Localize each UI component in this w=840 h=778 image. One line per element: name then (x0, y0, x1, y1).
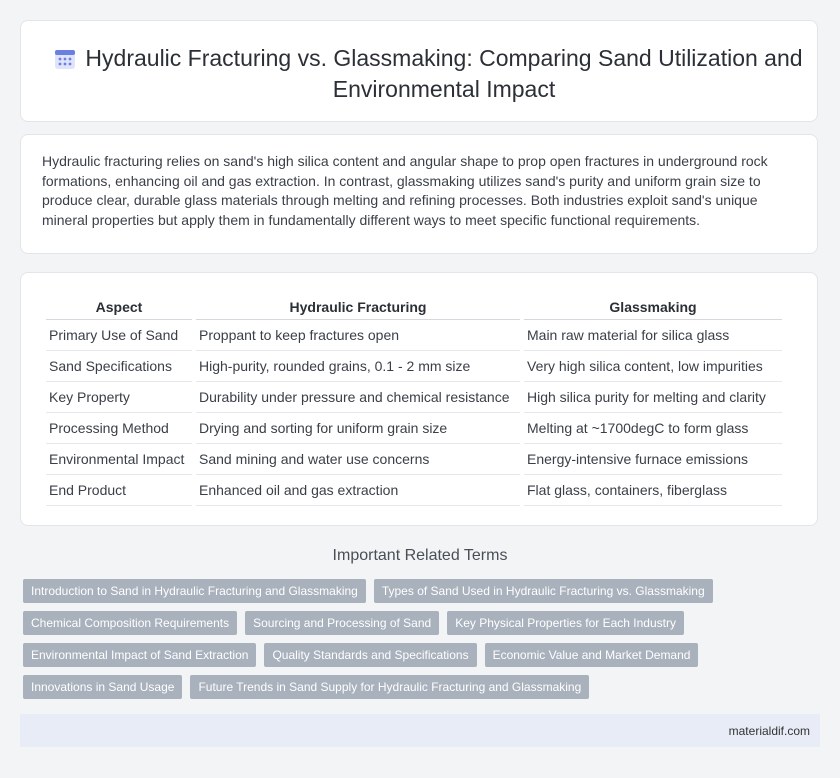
related-term-tag[interactable]: Introduction to Sand in Hydraulic Fracturing and Glassmaking (23, 579, 366, 603)
tag-row (23, 579, 723, 603)
table-row (46, 351, 782, 382)
footer-site-link[interactable]: materialdif.com (728, 724, 810, 738)
comparison-card (20, 272, 818, 526)
comparison-table (42, 295, 786, 506)
title-card (20, 20, 818, 122)
table-header-row (46, 295, 782, 320)
related-term-tag[interactable]: Chemical Composition Requirements (23, 611, 237, 635)
header-glassmaking: Glassmaking (524, 295, 782, 320)
tag-row (23, 611, 723, 635)
table-cell: Drying and sorting for uniform grain size (196, 413, 520, 444)
table-row (46, 413, 782, 444)
table-cell: Sand mining and water use concerns (196, 444, 520, 475)
table-row (46, 444, 782, 475)
related-terms-title: Important Related Terms (332, 547, 508, 564)
table-cell: Processing Method (46, 413, 192, 444)
related-term-tag[interactable]: Innovations in Sand Usage (23, 675, 182, 699)
table-cell: Environmental Impact (46, 444, 192, 475)
related-term-tag[interactable]: Quality Standards and Specifications (264, 643, 476, 667)
table-cell: Proppant to keep fractures open (196, 320, 520, 351)
table-cell: Flat glass, containers, fiberglass (524, 475, 782, 506)
footer (20, 714, 820, 747)
table-row (46, 320, 782, 351)
related-term-tag[interactable]: Economic Value and Market Demand (485, 643, 699, 667)
table-cell: High silica purity for melting and clarity (524, 382, 782, 413)
intro-paragraph: Hydraulic fracturing relies on sand's high silica content and angular shape to prop open fractures in underground rock formations, enhancing oil and gas extraction. In contrast, glassmaking utilizes sand's purity and uniform grain size to produce clear, durable glass materials through melting and refining processes. Both industries exploit sand's unique mineral properties but apply them in fundamentally different ways to meet specific functional requirements. (42, 153, 768, 228)
table-cell: Very high silica content, low impurities (524, 351, 782, 382)
header-hydraulic-fracturing: Hydraulic Fracturing (196, 295, 520, 320)
calendar-grid-icon (53, 47, 77, 71)
table-row (46, 382, 782, 413)
tag-row (23, 675, 723, 699)
tag-row (23, 643, 723, 667)
related-term-tag[interactable]: Future Trends in Sand Supply for Hydraulic Fracturing and Glassmaking (190, 675, 589, 699)
table-cell: Enhanced oil and gas extraction (196, 475, 520, 506)
table-cell: Sand Specifications (46, 351, 192, 382)
intro-card (20, 134, 818, 254)
table-cell: End Product (46, 475, 192, 506)
header-aspect: Aspect (46, 295, 192, 320)
table-cell: Durability under pressure and chemical resistance (196, 382, 520, 413)
table-cell: High-purity, rounded grains, 0.1 - 2 mm size (196, 351, 520, 382)
table-cell: Energy-intensive furnace emissions (524, 444, 782, 475)
related-term-tag[interactable]: Key Physical Properties for Each Industry (447, 611, 684, 635)
related-term-tag[interactable]: Sourcing and Processing of Sand (245, 611, 439, 635)
related-term-tag[interactable]: Environmental Impact of Sand Extraction (23, 643, 256, 667)
related-terms-list (23, 579, 723, 707)
page-title: Hydraulic Fracturing vs. Glassmaking: Comparing Sand Utilization and Environmental Impact (85, 45, 803, 102)
table-cell: Primary Use of Sand (46, 320, 192, 351)
table-cell: Main raw material for silica glass (524, 320, 782, 351)
table-row (46, 475, 782, 506)
table-cell: Melting at ~1700degC to form glass (524, 413, 782, 444)
table-cell: Key Property (46, 382, 192, 413)
related-term-tag[interactable]: Types of Sand Used in Hydraulic Fracturing vs. Glassmaking (374, 579, 713, 603)
